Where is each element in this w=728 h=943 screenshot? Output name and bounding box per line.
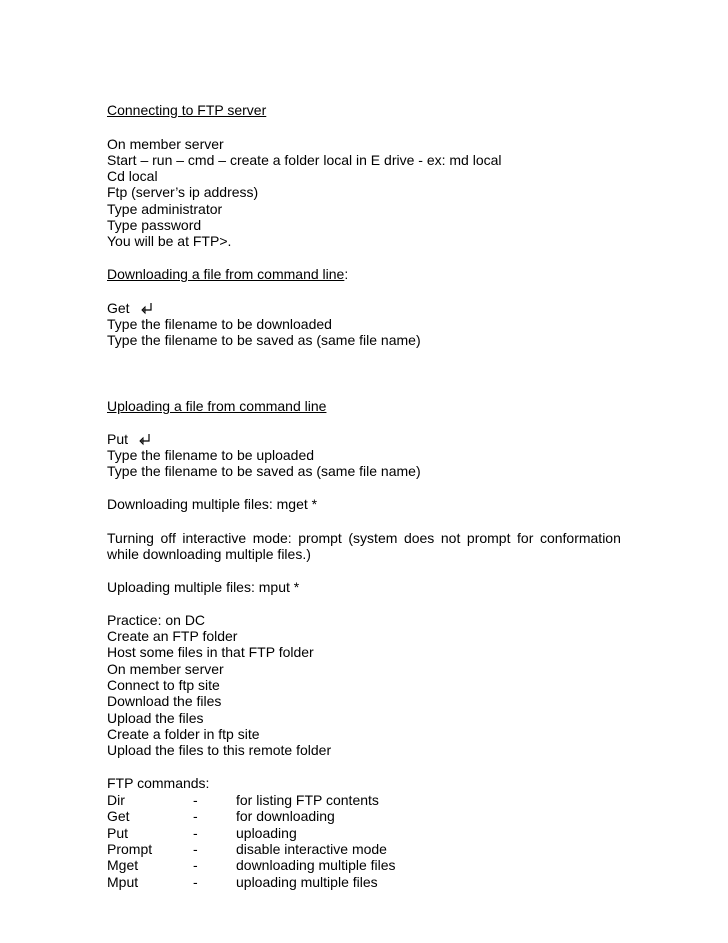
heading-uploading: Uploading a file from command line: [107, 398, 327, 414]
interactive-word: for: [517, 530, 534, 546]
command-description: downloading multiple files: [236, 857, 396, 873]
get-command-line: [107, 300, 154, 316]
command-name: Get: [107, 808, 130, 824]
heading-connecting: Connecting to FTP server: [107, 102, 267, 118]
command-separator: -: [193, 874, 198, 890]
practice-line: On member server: [107, 661, 224, 677]
practice-line: Create an FTP folder: [107, 628, 238, 644]
multi-upload-line: Uploading multiple files: mput *: [107, 579, 300, 595]
practice-line: Create a folder in ftp site: [107, 726, 260, 742]
command-description: for downloading: [236, 808, 335, 824]
practice-line: Upload the files to this remote folder: [107, 742, 332, 758]
upload-step: Type the filename to be uploaded: [107, 447, 315, 463]
download-step: Type the filename to be saved as (same file name): [107, 332, 421, 348]
connect-step: Cd local: [107, 168, 158, 184]
interactive-word: interactive: [182, 530, 247, 546]
heading-downloading: [107, 266, 348, 282]
command-separator: -: [193, 792, 198, 808]
connect-step: Start – run – cmd – create a folder local in E drive - ex: md local: [107, 152, 502, 168]
connect-step: Type password: [107, 217, 202, 233]
interactive-mode-line-2: while downloading multiple files.): [107, 546, 311, 562]
connect-step: Type administrator: [107, 201, 223, 217]
command-name: Prompt: [107, 841, 153, 857]
practice-line: Practice: on DC: [107, 612, 206, 628]
command-separator: -: [193, 825, 198, 841]
heading-downloading-colon: :: [344, 266, 349, 282]
command-name: Mget: [107, 857, 139, 873]
practice-line: Download the files: [107, 693, 222, 709]
command-description: uploading multiple files: [236, 874, 378, 890]
command-separator: -: [193, 841, 198, 857]
connect-step: Ftp (server’s ip address): [107, 184, 259, 200]
interactive-word: prompt: [466, 530, 511, 546]
practice-line: Connect to ftp site: [107, 677, 220, 693]
command-separator: -: [193, 857, 198, 873]
interactive-word: does: [403, 530, 435, 546]
interactive-mode-line-1: [107, 530, 621, 546]
command-description: disable interactive mode: [236, 841, 387, 857]
practice-line: Upload the files: [107, 710, 204, 726]
put-command: Put: [107, 431, 129, 447]
interactive-word: Turning: [107, 530, 154, 546]
interactive-word: conformation: [539, 530, 621, 546]
practice-line: Host some files in that FTP folder: [107, 644, 314, 660]
connect-step: On member server: [107, 136, 224, 152]
interactive-word: not: [440, 530, 461, 546]
interactive-word: off: [160, 530, 176, 546]
command-name: Mput: [107, 874, 139, 890]
interactive-word: (system: [348, 530, 398, 546]
multi-download-line: Downloading multiple files: mget *: [107, 496, 318, 512]
connect-step: You will be at FTP>.: [107, 233, 232, 249]
command-description: for listing FTP contents: [236, 792, 379, 808]
command-name: Dir: [107, 792, 125, 808]
command-description: uploading: [236, 825, 297, 841]
commands-heading: FTP commands:: [107, 775, 210, 791]
put-command-line: [107, 431, 152, 447]
command-name: Put: [107, 825, 129, 841]
download-step: Type the filename to be downloaded: [107, 316, 332, 332]
enter-key-icon: [138, 433, 152, 447]
interactive-word: mode:: [252, 530, 292, 546]
upload-step: Type the filename to be saved as (same file name): [107, 463, 421, 479]
command-separator: -: [193, 808, 198, 824]
get-command: Get: [107, 300, 130, 316]
heading-downloading-text: Downloading a file from command line: [107, 266, 345, 282]
interactive-word: prompt: [298, 530, 342, 546]
enter-key-icon: [140, 302, 154, 316]
